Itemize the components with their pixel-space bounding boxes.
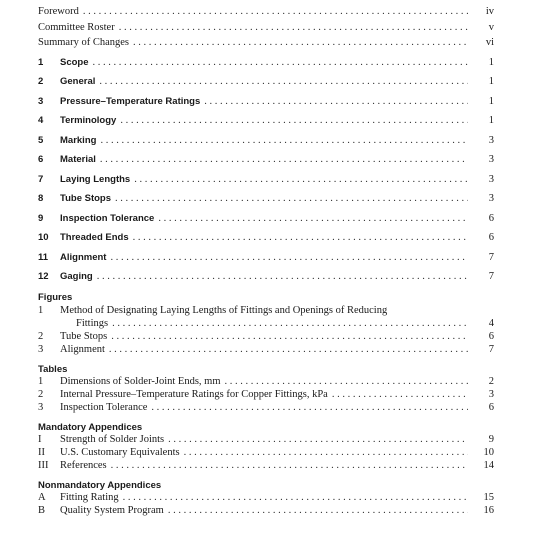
- section-page: 3: [488, 135, 494, 146]
- list-item: [38, 402, 494, 416]
- appendix-number: A: [38, 492, 46, 503]
- section-title: Marking: [60, 135, 97, 146]
- section-number: 2: [38, 76, 44, 87]
- appendix-page: 15: [483, 492, 494, 503]
- figure-title-continuation: Fittings: [76, 318, 109, 329]
- dot-leader: [109, 344, 468, 355]
- dot-leader: [168, 505, 468, 516]
- dot-leader: [133, 37, 468, 48]
- figure-title: Method of Designating Laying Lengths of Fittings and Openings of Reducing: [60, 305, 388, 316]
- dot-leader: [151, 402, 468, 413]
- toc-section: [38, 96, 494, 110]
- toc-entry-summary-of-changes: [38, 37, 494, 51]
- section-number: 4: [38, 115, 44, 126]
- section-number: 9: [38, 213, 44, 224]
- dot-leader: [123, 492, 468, 503]
- dot-leader: [332, 389, 468, 400]
- section-title: General: [60, 76, 96, 87]
- table-number: 2: [38, 389, 44, 400]
- table-number: 3: [38, 402, 44, 413]
- list-item: [38, 447, 494, 461]
- figure-page: 4: [488, 318, 494, 329]
- toc-entry-committee-roster: [38, 22, 494, 36]
- toc-section: [38, 154, 494, 168]
- section-number: 1: [38, 57, 44, 68]
- list-item: [38, 492, 494, 506]
- appendix-title: References: [60, 460, 107, 471]
- dot-leader: [93, 57, 468, 68]
- toc-section: [38, 213, 494, 227]
- dot-leader: [184, 447, 468, 458]
- dot-leader: [111, 331, 468, 342]
- entry-page: v: [488, 22, 494, 33]
- toc-section: [38, 135, 494, 149]
- appendix-number: I: [38, 434, 42, 445]
- appendix-page: 9: [488, 434, 494, 445]
- entry-page: vi: [485, 37, 494, 48]
- section-title: Pressure–Temperature Ratings: [60, 96, 201, 107]
- section-title: Threaded Ends: [60, 232, 129, 243]
- section-page: 6: [488, 213, 494, 224]
- dot-leader: [204, 96, 468, 107]
- appendix-title: Quality System Program: [60, 505, 164, 516]
- section-page: 1: [488, 115, 494, 126]
- dot-leader: [100, 135, 468, 146]
- toc-section: [38, 76, 494, 90]
- dot-leader: [120, 115, 468, 126]
- section-number: 11: [38, 252, 49, 263]
- toc-section: [38, 115, 494, 129]
- table-title: Inspection Tolerance: [60, 402, 148, 413]
- dot-leader: [168, 434, 468, 445]
- section-number: 5: [38, 135, 44, 146]
- appendix-title: Fitting Rating: [60, 492, 119, 503]
- list-item: [38, 344, 494, 358]
- appendix-number: III: [38, 460, 49, 471]
- section-title: Alignment: [60, 252, 107, 263]
- dot-leader: [134, 174, 468, 185]
- table-page: 6: [488, 402, 494, 413]
- dot-leader: [99, 76, 468, 87]
- section-page: 7: [488, 252, 494, 263]
- nonmandatory-appendices-heading: Nonmandatory Appendices: [38, 480, 162, 491]
- figure-title: Tube Stops: [60, 331, 108, 342]
- list-item-continuation: [38, 318, 494, 332]
- entry-title: Foreword: [38, 6, 79, 17]
- section-title: Inspection Tolerance: [60, 213, 155, 224]
- section-page: 3: [488, 193, 494, 204]
- appendix-title: U.S. Customary Equivalents: [60, 447, 180, 458]
- dot-leader: [225, 376, 469, 387]
- entry-title: Summary of Changes: [38, 37, 129, 48]
- section-number: 6: [38, 154, 44, 165]
- list-item: [38, 434, 494, 448]
- figure-number: 3: [38, 344, 44, 355]
- section-page: 3: [488, 154, 494, 165]
- dot-leader: [112, 318, 468, 329]
- section-title: Material: [60, 154, 96, 165]
- list-item: [38, 305, 494, 319]
- entry-title: Committee Roster: [38, 22, 115, 33]
- dot-leader: [110, 252, 468, 263]
- dot-leader: [133, 232, 468, 243]
- section-number: 10: [38, 232, 49, 243]
- toc-section: [38, 252, 494, 266]
- figure-title: Alignment: [60, 344, 105, 355]
- appendix-page: 16: [483, 505, 494, 516]
- section-title: Laying Lengths: [60, 174, 131, 185]
- section-page: 3: [488, 174, 494, 185]
- section-number: 3: [38, 96, 44, 107]
- section-title: Tube Stops: [60, 193, 112, 204]
- table-page: 2: [488, 376, 494, 387]
- table-number: 1: [38, 376, 44, 387]
- appendix-number: II: [38, 447, 45, 458]
- section-page: 6: [488, 232, 494, 243]
- dot-leader: [119, 22, 468, 33]
- section-number: 12: [38, 271, 49, 282]
- list-item: [38, 331, 494, 345]
- section-page: 1: [488, 57, 494, 68]
- toc-section: [38, 193, 494, 207]
- dot-leader: [115, 193, 468, 204]
- section-title: Terminology: [60, 115, 117, 126]
- section-title: Scope: [60, 57, 89, 68]
- table-title: Internal Pressure–Temperature Ratings for Copper Fittings, kPa: [60, 389, 328, 400]
- appendix-number: B: [38, 505, 46, 516]
- list-item: [38, 389, 494, 403]
- section-page: 1: [488, 96, 494, 107]
- dot-leader: [158, 213, 468, 224]
- toc-entry-foreword: [38, 6, 494, 20]
- figure-number: 2: [38, 331, 44, 342]
- mandatory-appendices-heading: Mandatory Appendices: [38, 422, 143, 433]
- entry-page: iv: [485, 6, 494, 17]
- table-title: Dimensions of Solder-Joint Ends, mm: [60, 376, 221, 387]
- figure-page: 6: [488, 331, 494, 342]
- figures-heading: Figures: [38, 292, 73, 303]
- table-page: 3: [488, 389, 494, 400]
- toc-section: [38, 232, 494, 246]
- section-page: 1: [488, 76, 494, 87]
- dot-leader: [83, 6, 468, 17]
- appendix-page: 14: [483, 460, 494, 471]
- appendix-title: Strength of Solder Joints: [60, 434, 165, 445]
- section-title: Gaging: [60, 271, 93, 282]
- toc-section: [38, 271, 494, 285]
- figure-number: 1: [38, 305, 44, 316]
- section-number: 7: [38, 174, 44, 185]
- appendix-page: 10: [483, 447, 494, 458]
- dot-leader: [100, 154, 468, 165]
- figure-page: 7: [488, 344, 494, 355]
- list-item: [38, 505, 494, 519]
- section-page: 7: [488, 271, 494, 282]
- list-item: [38, 376, 494, 390]
- toc-section: [38, 174, 494, 188]
- dot-leader: [97, 271, 468, 282]
- tables-heading: Tables: [38, 364, 68, 375]
- dot-leader: [111, 460, 468, 471]
- list-item: [38, 460, 494, 474]
- toc-section: [38, 57, 494, 71]
- section-number: 8: [38, 193, 44, 204]
